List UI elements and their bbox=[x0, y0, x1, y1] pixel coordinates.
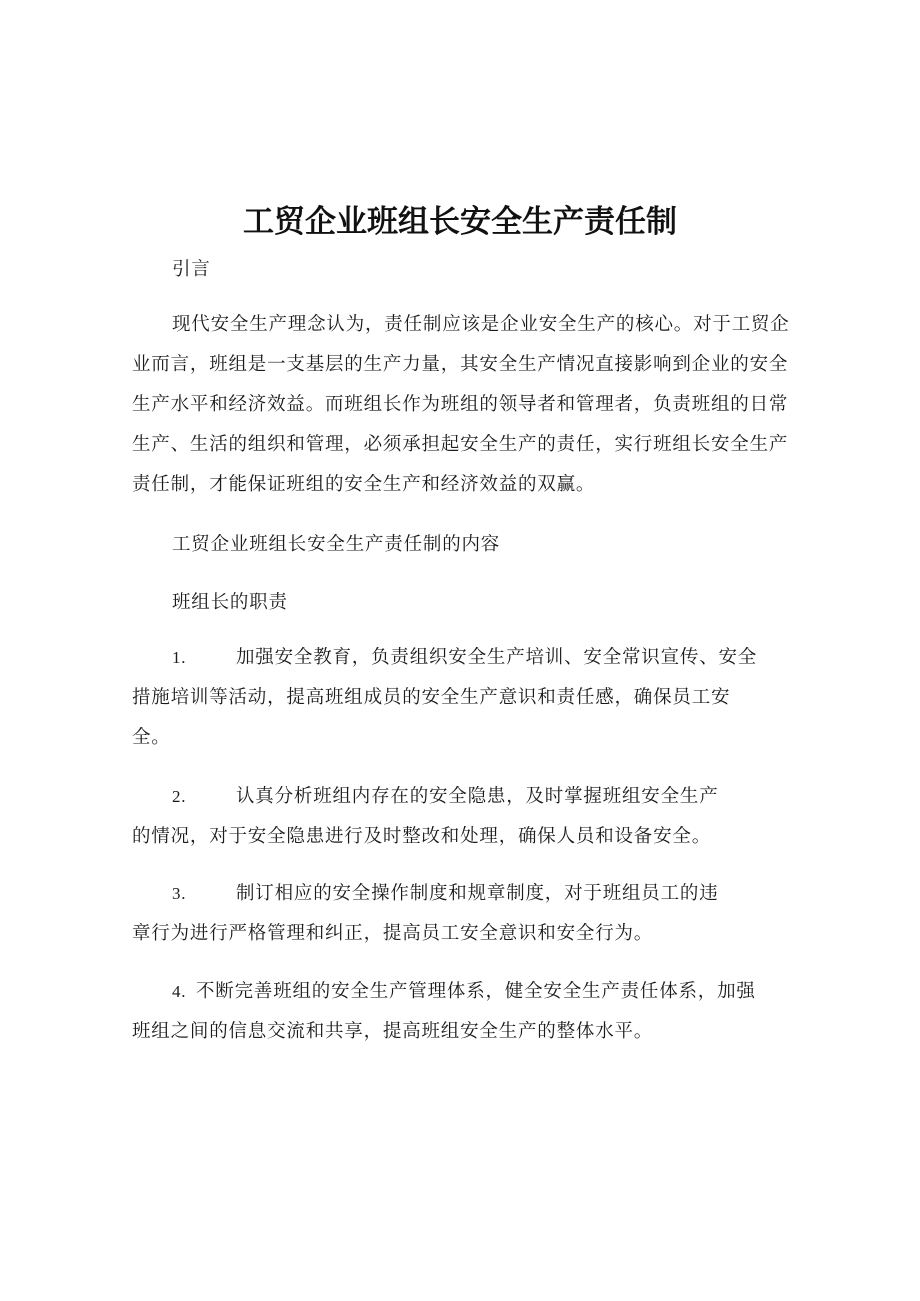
item-text: 全。 bbox=[132, 727, 171, 748]
list-item bbox=[132, 638, 792, 758]
item-number: 2. bbox=[172, 787, 187, 806]
item-number: 4. bbox=[172, 982, 187, 1001]
intro-paragraph: 现代安全生产理念认为，责任制应该是企业安全生产的核心。对于工贸企业而言，班组是一支基层的生产力量，其安全生产情况直接影响到企业的安全生产水平和经济效益。而班组长作为班组的领导者和管理者，负责班组的日常生产、生活的组织和管理，必须承担起安全生产的责任，实行班组长安全生产责任制，才能保证班组的安全生产和经济效益的双赢。 bbox=[132, 314, 790, 495]
item-text: 措施培训等活动，提高班组成员的安全生产意识和责任感，确保员工安 bbox=[132, 687, 731, 708]
item-number: 3. bbox=[172, 884, 187, 903]
item-line bbox=[132, 777, 792, 817]
item-text: 制订相应的安全操作制度和规章制度，对于班组员工的违 bbox=[236, 883, 719, 904]
list-item bbox=[132, 972, 792, 1052]
list-item bbox=[132, 874, 792, 954]
item-text: 加强安全教育，负责组织安全生产培训、安全常识宣传、安全 bbox=[236, 647, 758, 668]
item-line bbox=[132, 874, 792, 914]
item-text: 班组之间的信息交流和共享，提高班组安全生产的整体水平。 bbox=[132, 1021, 654, 1042]
intro-heading: 引言 bbox=[172, 259, 211, 280]
document-title: 工贸企业班组长安全生产责任制 bbox=[243, 204, 677, 240]
item-line bbox=[132, 972, 792, 1012]
list-item bbox=[132, 777, 792, 857]
section-heading: 工贸企业班组长安全生产责任制的内容 bbox=[172, 534, 501, 555]
item-text: 认真分析班组内存在的安全隐患，及时掌握班组安全生产 bbox=[236, 786, 719, 807]
item-number: 1. bbox=[172, 648, 187, 667]
item-text: 章行为进行严格管理和纠正，提高员工安全意识和安全行为。 bbox=[132, 923, 654, 944]
item-text: 不断完善班组的安全生产管理体系，健全安全生产责任体系，加强 bbox=[196, 981, 756, 1002]
item-text: 的情况，对于安全隐患进行及时整改和处理，确保人员和设备安全。 bbox=[132, 826, 712, 847]
subsection-heading: 班组长的职责 bbox=[172, 592, 288, 613]
item-line bbox=[132, 638, 792, 678]
